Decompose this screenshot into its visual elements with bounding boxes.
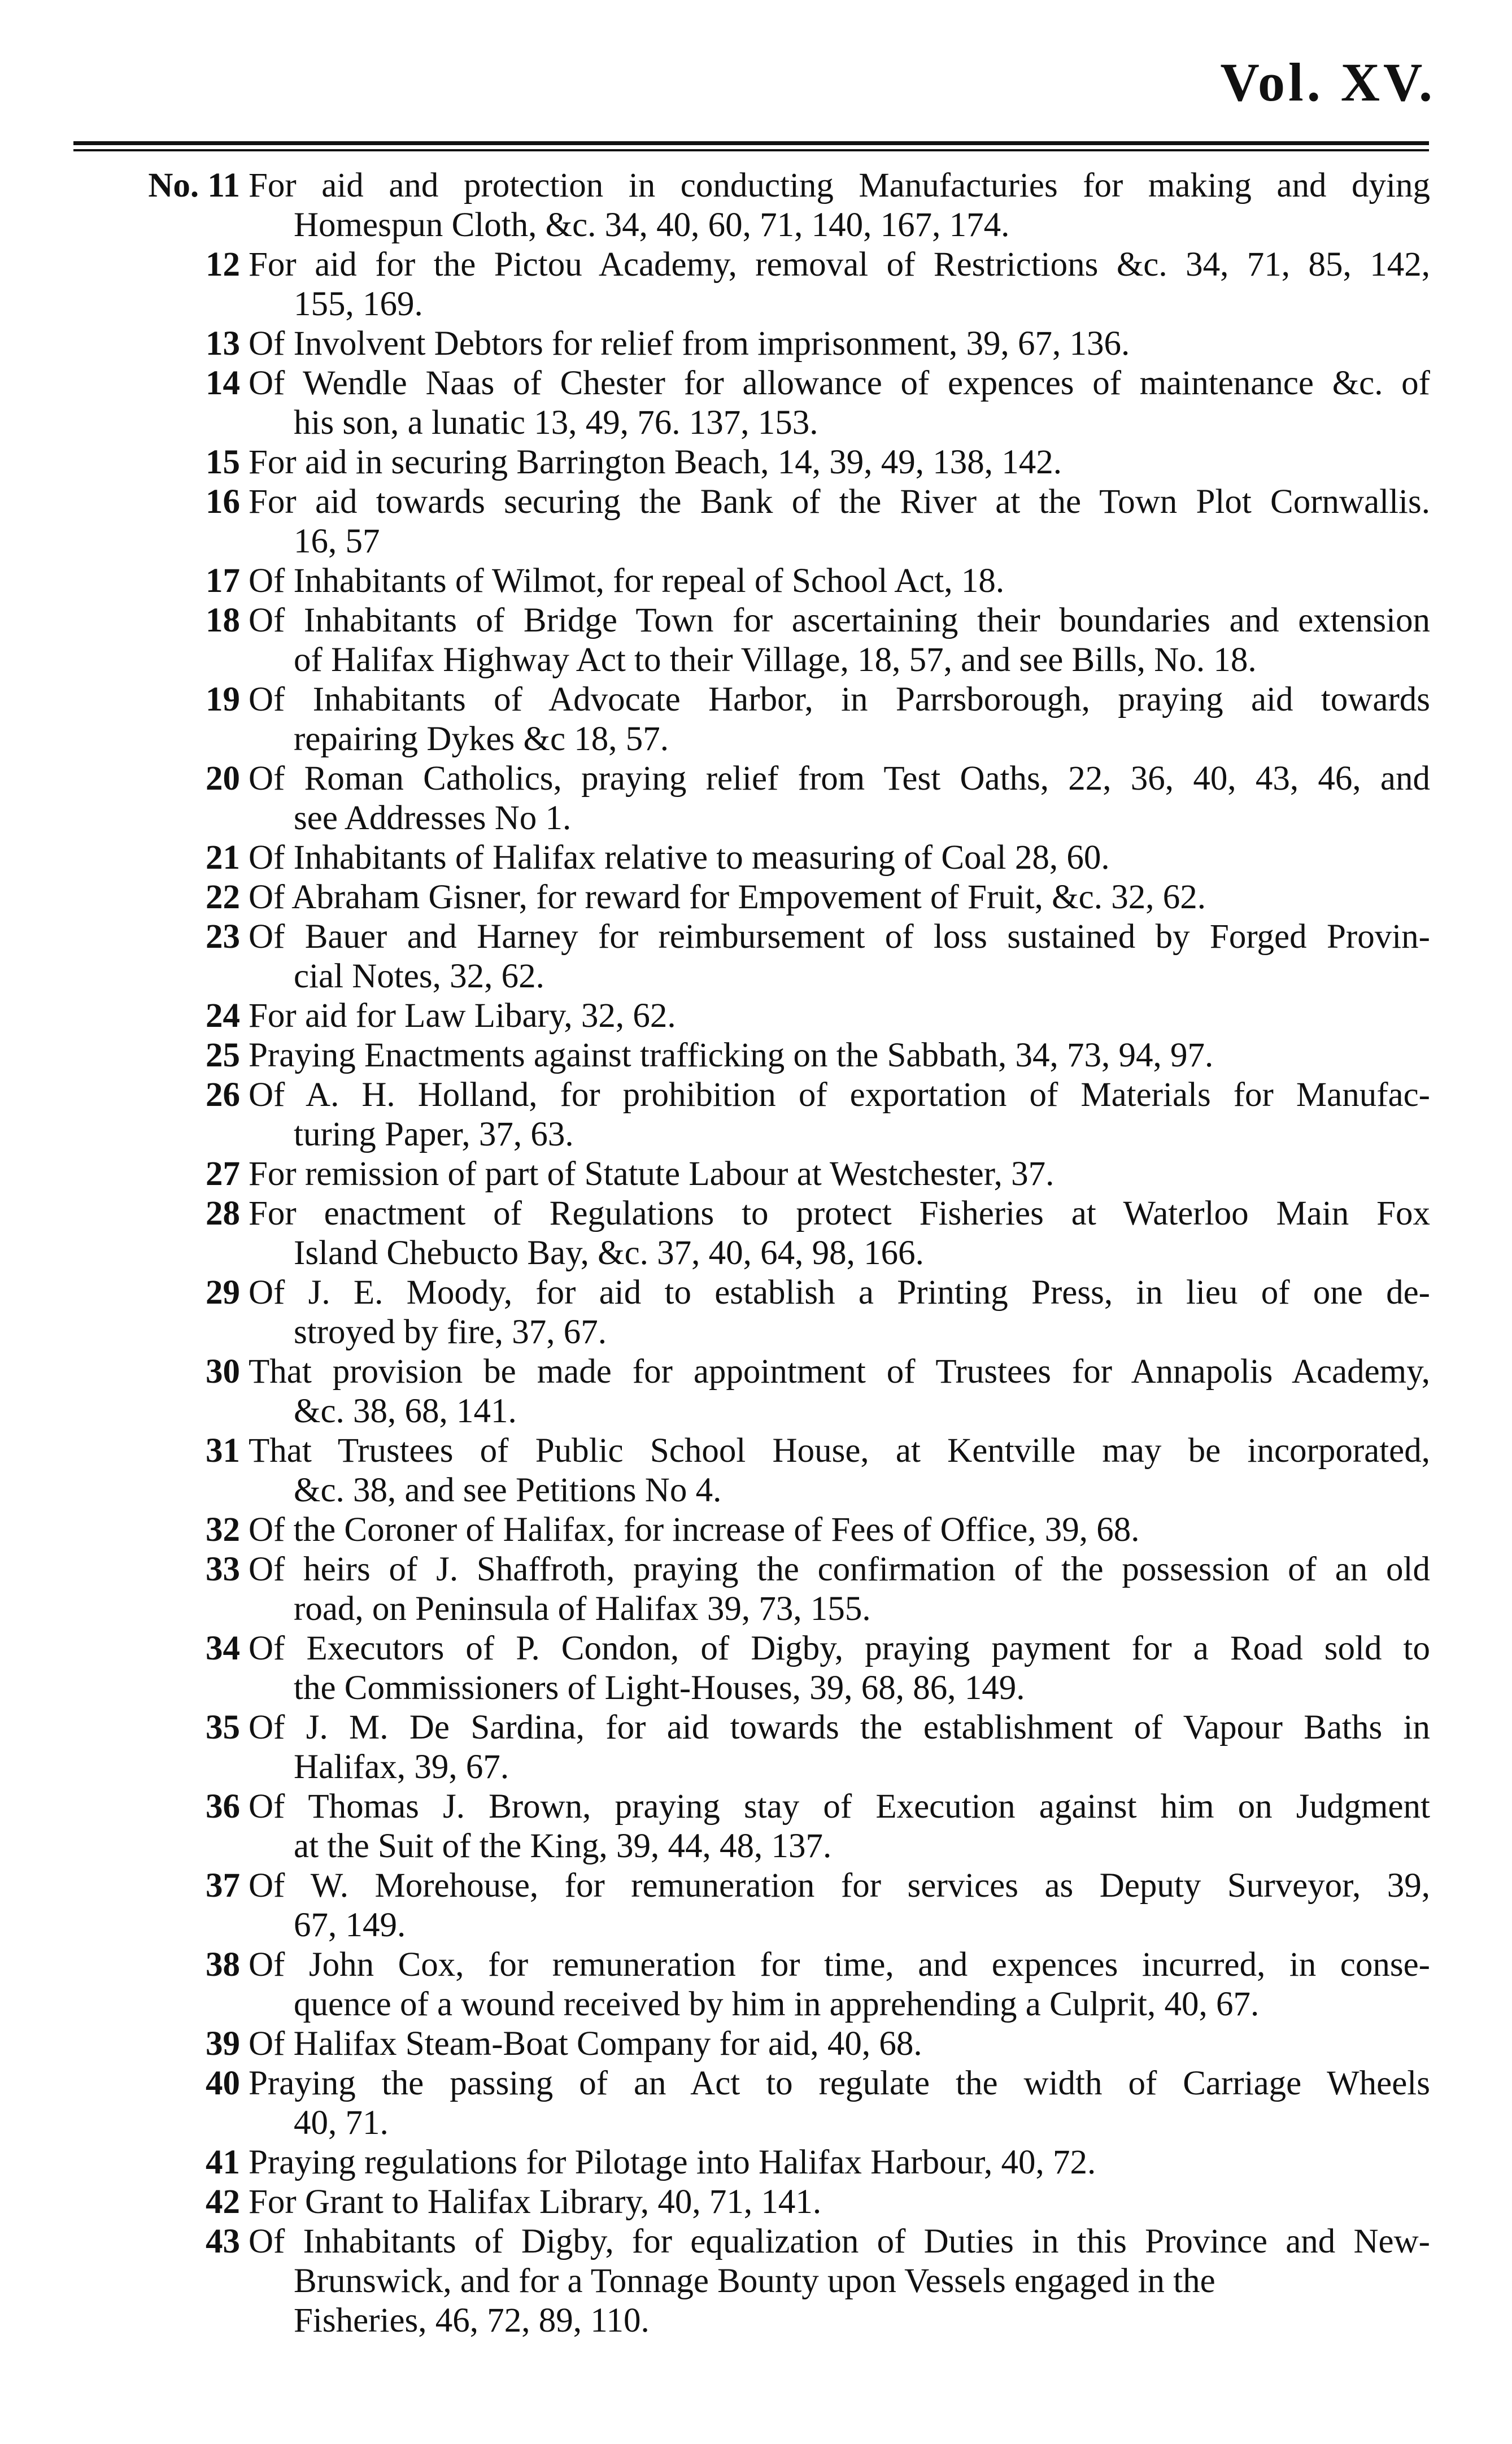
petition-number: 19 [206, 681, 240, 718]
petition-number: 16 [206, 483, 240, 521]
petition-text-line: Of Executors of P. Condon, of Digby, praying payment for a Road sold to [249, 1630, 1430, 1667]
petition-entry [0, 1194, 1512, 1273]
petition-number: 15 [206, 443, 240, 481]
petition-number: 25 [206, 1036, 240, 1074]
petition-text-continuation: of Halifax Highway Act to their Village, 18, 57, and see Bills, No. 18. [294, 641, 1257, 679]
petition-text-line: Of heirs of J. Shaffroth, praying the confirmation of the possession of an old [249, 1550, 1430, 1588]
petition-number: 29 [206, 1274, 240, 1312]
petition-entry [0, 2143, 1512, 2182]
petition-entry [0, 1787, 1512, 1866]
petition-number: 17 [206, 562, 240, 600]
petition-entry [0, 759, 1512, 838]
petition-number: 24 [206, 997, 240, 1035]
petition-text-continuation: Brunswick, and for a Tonnage Bounty upon Vessels engaged in the [294, 2262, 1215, 2300]
petition-number: 40 [206, 2064, 240, 2102]
petition-entry [0, 1155, 1512, 1194]
petition-text-continuation: cial Notes, 32, 62. [294, 957, 544, 995]
petition-entry [0, 364, 1512, 443]
petition-text-continuation: stroyed by fire, 37, 67. [294, 1313, 607, 1351]
header-rule-thick [73, 141, 1429, 145]
petition-text-continuation: Island Chebucto Bay, &c. 37, 40, 64, 98, 166. [294, 1234, 924, 1272]
petition-entry [0, 917, 1512, 996]
petition-entry [0, 1273, 1512, 1352]
petition-text-continuation: 155, 169. [294, 285, 423, 323]
petition-text-line: That provision be made for appointment of Trustees for Annapolis Academy, [249, 1353, 1430, 1391]
petition-number: 26 [206, 1076, 240, 1114]
petition-text-line: For aid for the Pictou Academy, removal of Restrictions &c. 34, 71, 85, 142, [249, 246, 1430, 284]
petition-text-line: Of W. Morehouse, for remuneration for services as Deputy Surveyor, 39, [249, 1867, 1430, 1905]
petition-text-continuation: road, on Peninsula of Halifax 39, 73, 155. [294, 1590, 871, 1628]
petition-number: 22 [206, 878, 240, 916]
petition-number: 38 [206, 1946, 240, 1984]
petition-entry [0, 324, 1512, 364]
petition-text-line: For enactment of Regulations to protect Fisheries at Waterloo Main Fox [249, 1195, 1430, 1232]
petition-text-continuation: the Commissioners of Light-Houses, 39, 68, 86, 149. [294, 1669, 1025, 1707]
petition-text-line: Of Roman Catholics, praying relief from Test Oaths, 22, 36, 40, 43, 46, and [249, 760, 1430, 798]
petition-text-line: For aid for Law Libary, 32, 62. [249, 997, 676, 1035]
petition-text-line: Of Inhabitants of Halifax relative to measuring of Coal 28, 60. [249, 839, 1110, 877]
petition-text-line: Of the Coroner of Halifax, for increase of Fees of Office, 39, 68. [249, 1511, 1140, 1549]
header-rule-thin [73, 149, 1429, 151]
petition-number: 20 [206, 760, 240, 798]
petition-entry [0, 2222, 1512, 2301]
petition-number: 32 [206, 1511, 240, 1549]
petition-entry [0, 2182, 1512, 2222]
petition-text-line: Praying Enactments against trafficking on the Sabbath, 34, 73, 94, 97. [249, 1036, 1214, 1074]
petition-entry [0, 878, 1512, 917]
petition-list [0, 166, 1512, 2341]
petition-text-line: Of Thomas J. Brown, praying stay of Execution against him on Judgment [249, 1788, 1430, 1826]
petition-text-line: Of J. E. Moody, for aid to establish a Printing Press, in lieu of one de- [249, 1274, 1430, 1312]
petition-number: 41 [206, 2144, 240, 2181]
petition-number: 18 [206, 602, 240, 639]
petition-entry [0, 1431, 1512, 1510]
petition-text-line: Of Wendle Naas of Chester for allowance of expences of maintenance &c. of [249, 364, 1430, 402]
petition-text-continuation: see Addresses No 1. [294, 799, 572, 837]
petition-number: 37 [206, 1867, 240, 1905]
petition-text-line: Of Inhabitants of Digby, for equalization of Duties in this Province and New- [249, 2223, 1430, 2260]
petition-entry [0, 1075, 1512, 1155]
petition-entry [0, 1036, 1512, 1075]
petition-entry [0, 1866, 1512, 1945]
petition-text-continuation: Fisheries, 46, 72, 89, 110. [294, 2302, 650, 2340]
petition-number: 21 [206, 839, 240, 877]
petition-number: 34 [206, 1630, 240, 1667]
petition-entry [0, 838, 1512, 878]
petition-number: 23 [206, 918, 240, 956]
petition-entry [0, 561, 1512, 601]
petition-text-line: Of Halifax Steam-Boat Company for aid, 40, 68. [249, 2025, 922, 2063]
petition-text-line: Of Bauer and Harney for reimbursement of loss sustained by Forged Provin- [249, 918, 1430, 956]
petition-number: No. 11 [148, 167, 240, 204]
petition-number: 39 [206, 2025, 240, 2063]
petition-number: 12 [206, 246, 240, 284]
volume-header: Vol. XV. [1220, 52, 1436, 112]
petition-text-line: For aid towards securing the Bank of the River at the Town Plot Cornwallis. [249, 483, 1430, 521]
petition-entry [0, 680, 1512, 759]
petition-text-line: Of A. H. Holland, for prohibition of exportation of Materials for Manufac- [249, 1076, 1430, 1114]
petition-text-line: Of Inhabitants of Advocate Harbor, in Parrsborough, praying aid towards [249, 681, 1430, 718]
petition-entry [0, 166, 1512, 245]
petition-text-continuation: &c. 38, 68, 141. [294, 1392, 517, 1430]
petition-entry [0, 443, 1512, 482]
petition-entry [0, 2064, 1512, 2143]
petition-text-continuation: Homespun Cloth, &c. 34, 40, 60, 71, 140, 167, 174. [294, 206, 1010, 244]
petition-text-continuation: repairing Dykes &c 18, 57. [294, 720, 669, 758]
petition-entry [0, 245, 1512, 324]
petition-number: 27 [206, 1155, 240, 1193]
petition-entry [0, 482, 1512, 561]
petition-entry [0, 996, 1512, 1036]
petition-number: 30 [206, 1353, 240, 1391]
petition-text-line: Of Involvent Debtors for relief from imprisonment, 39, 67, 136. [249, 325, 1130, 363]
petition-text-line: For Grant to Halifax Library, 40, 71, 141. [249, 2183, 822, 2221]
petition-number: 36 [206, 1788, 240, 1826]
petition-number: 35 [206, 1709, 240, 1746]
petition-text-line: Of John Cox, for remuneration for time, and expences incurred, in conse- [249, 1946, 1430, 1984]
petition-text-line: Of Inhabitants of Wilmot, for repeal of School Act, 18. [249, 562, 1005, 600]
petition-text-continuation: 67, 149. [294, 1906, 406, 1944]
petition-entry [0, 1629, 1512, 1708]
petition-entry [0, 1708, 1512, 1787]
petition-text-continuation: Halifax, 39, 67. [294, 1748, 509, 1786]
petition-entry [0, 1945, 1512, 2024]
petition-text-continuation: 16, 57 [294, 522, 380, 560]
petition-number: 43 [206, 2223, 240, 2260]
petition-number: 14 [206, 364, 240, 402]
petition-text-line: Of J. M. De Sardina, for aid towards the establishment of Vapour Baths in [249, 1709, 1430, 1746]
petition-text-continuation: &c. 38, and see Petitions No 4. [294, 1471, 722, 1509]
petition-text-continuation: 40, 71. [294, 2104, 389, 2142]
petition-text-continuation: at the Suit of the King, 39, 44, 48, 137. [294, 1827, 832, 1865]
petition-text-line: Of Inhabitants of Bridge Town for ascertaining their boundaries and extension [249, 602, 1430, 639]
petition-text-line: For aid in securing Barrington Beach, 14, 39, 49, 138, 142. [249, 443, 1062, 481]
petition-text-line: Praying the passing of an Act to regulate the width of Carriage Wheels [249, 2064, 1430, 2102]
petition-text-continuation: turing Paper, 37, 63. [294, 1116, 574, 1153]
petition-entry [0, 2024, 1512, 2064]
petition-text-line: For aid and protection in conducting Manufacturies for making and dying [249, 167, 1430, 204]
petition-entry [0, 1510, 1512, 1550]
petition-entry [0, 1550, 1512, 1629]
petition-number: 28 [206, 1195, 240, 1232]
petition-text-continuation: quence of a wound received by him in apprehending a Culprit, 40, 67. [294, 1985, 1260, 2023]
petition-text-line: Of Abraham Gisner, for reward for Empovement of Fruit, &c. 32, 62. [249, 878, 1206, 916]
petition-entry [0, 1352, 1512, 1431]
petition-text-continuation: his son, a lunatic 13, 49, 76. 137, 153. [294, 404, 818, 442]
petition-number: 33 [206, 1550, 240, 1588]
petition-text-line: For remission of part of Statute Labour at Westchester, 37. [249, 1155, 1055, 1193]
petition-number: 13 [206, 325, 240, 363]
petition-entry [0, 601, 1512, 680]
petition-text-line: That Trustees of Public School House, at Kentville may be incorporated, [249, 1432, 1430, 1470]
petition-text-line: Praying regulations for Pilotage into Halifax Harbour, 40, 72. [249, 2144, 1096, 2181]
petition-number: 42 [206, 2183, 240, 2221]
petition-number: 31 [206, 1432, 240, 1470]
petition-entry-continuation [0, 2301, 1512, 2341]
